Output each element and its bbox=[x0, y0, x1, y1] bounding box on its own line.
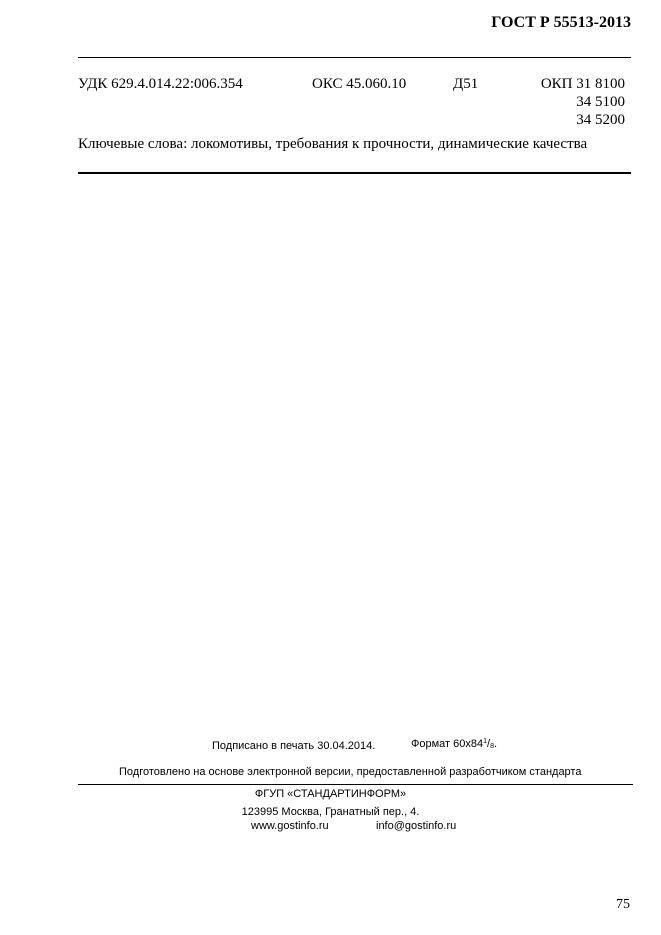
top-divider bbox=[78, 57, 631, 58]
footer-divider bbox=[78, 784, 633, 785]
format-suffix: . bbox=[493, 738, 498, 750]
format-numerator: 1 bbox=[483, 738, 488, 745]
publisher-address: 123995 Москва, Гранатный пер., 4. bbox=[241, 806, 420, 818]
group-code: Д51 bbox=[453, 76, 479, 92]
prepared-note: Подготовлено на основе электронной версии, предоставленной разработчиком стандарта bbox=[119, 766, 582, 778]
okp-line-1: ОКП 31 8100 bbox=[540, 76, 625, 92]
okp-line-3: 34 5200 bbox=[576, 112, 625, 128]
format-prefix: Формат 60x84 bbox=[411, 738, 484, 750]
okp-codes bbox=[541, 75, 625, 129]
udk-code: УДК 629.4.014.22:006.354 bbox=[78, 76, 243, 92]
keywords-line: Ключевые слова: локомотивы, требования к прочности, динамические качества bbox=[78, 136, 588, 152]
document-title: ГОСТ Р 55513-2013 bbox=[491, 14, 631, 31]
keywords-divider bbox=[78, 172, 631, 174]
print-format: Формат $60x84^1/_8$. bbox=[411, 738, 498, 750]
oks-code: ОКС 45.060.10 bbox=[312, 76, 407, 92]
page-number: 75 bbox=[616, 897, 630, 912]
website-link[interactable]: www.gostinfo.ru bbox=[251, 820, 329, 832]
format-denominator: 8 bbox=[490, 743, 494, 750]
signed-date: Подписано в печать 30.04.2014. bbox=[212, 740, 376, 752]
okp-line-2: 34 5100 bbox=[576, 94, 625, 110]
publisher-name: ФГУП «СТАНДАРТИНФОРМ» bbox=[254, 788, 407, 800]
email-link[interactable]: info@gostinfo.ru bbox=[376, 820, 457, 832]
